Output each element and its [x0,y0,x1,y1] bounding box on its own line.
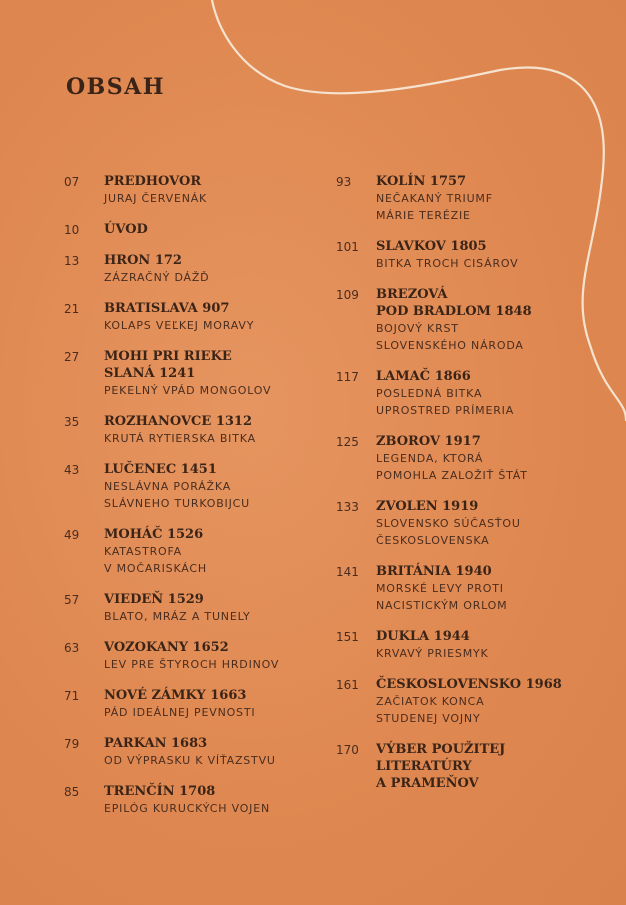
toc-entry-subtitle: KOLAPS VEĽKEJ MORAVY [104,319,255,332]
toc-entry[interactable] [64,639,354,673]
toc-page-number: 170 [336,743,359,757]
toc-entry-title: HRON 172 [104,253,182,268]
toc-entry-title: ZBOROV 1917 [376,434,481,449]
toc-entry-title: ROZHANOVCE 1312 [104,414,253,429]
toc-entry[interactable] [64,413,354,447]
toc-entry-text [104,221,354,238]
toc-page-number: 141 [336,565,359,579]
toc-entry-subtitle: ZÁZRAČNÝ DÁŽĎ [104,271,210,284]
toc-entry-text [376,173,626,224]
toc-entry-title: ÚVOD [104,222,148,237]
toc-entry-subtitle: SLOVENSKO SÚČASŤOU ČESKOSLOVENSKA [376,517,521,547]
toc-entry-title: VÝBER POUŽITEJ LITERATÚRY A PRAMEŇOV [376,742,506,791]
toc-page-number: 10 [64,223,80,237]
toc-entry-title: ČESKOSLOVENSKO 1968 [376,677,562,692]
toc-page-number: 151 [336,630,359,644]
toc-entry-subtitle: NEČAKANÝ TRIUMF MÁRIE TERÉZIE [376,192,493,222]
toc-entry[interactable] [336,628,626,662]
toc-entry[interactable] [336,741,626,792]
toc-entry[interactable] [64,252,354,286]
toc-entry-title: BREZOVÁ POD BRADLOM 1848 [376,287,532,319]
toc-page-number: 133 [336,500,359,514]
toc-entry[interactable] [64,461,354,512]
toc-entry-text [376,498,626,549]
toc-page-number: 101 [336,240,359,254]
toc-entry-subtitle: PEKELNÝ VPÁD MONGOLOV [104,384,272,397]
toc-entry-text [376,433,626,484]
toc-page-number: 63 [64,641,80,655]
toc-entry[interactable] [64,300,354,334]
toc-entry[interactable] [64,173,354,207]
toc-entry[interactable] [336,173,626,224]
toc-entry-text [104,639,354,673]
toc-entry-subtitle: BLATO, MRÁZ A TUNELY [104,610,251,623]
toc-page-number: 117 [336,370,359,384]
toc-entry-text [104,687,354,721]
toc-entry-subtitle: NESLÁVNA PORÁŽKA SLÁVNEHO TURKOBIJCU [104,480,250,510]
toc-entry[interactable] [336,238,626,272]
toc-entry-title: ZVOLEN 1919 [376,499,479,514]
toc-page-number: 35 [64,415,80,429]
toc-entry-text [376,563,626,614]
toc-page-number: 109 [336,288,359,302]
toc-entry-title: SLAVKOV 1805 [376,239,487,254]
toc-page-number: 27 [64,350,80,364]
toc-entry-text [104,252,354,286]
toc-entry-subtitle: EPILÓG KURUCKÝCH VOJEN [104,802,270,815]
toc-entry-title: BRATISLAVA 907 [104,301,230,316]
toc-page-number: 13 [64,254,80,268]
toc-entry-title: LAMAČ 1866 [376,369,471,384]
toc-entry-title: BRITÁNIA 1940 [376,564,492,579]
toc-entry-subtitle: OD VÝPRASKU K VÍŤAZSTVU [104,754,276,767]
toc-page-number: 07 [64,175,80,189]
toc-entry[interactable] [64,735,354,769]
toc-entry-title: LUČENEC 1451 [104,462,217,477]
toc-entry[interactable] [64,783,354,817]
toc-entry-text [104,413,354,447]
toc-entry-title: KOLÍN 1757 [376,174,467,189]
toc-entry[interactable] [64,687,354,721]
toc-entry-title: DUKLA 1944 [376,629,470,644]
toc-page-number: 21 [64,302,80,316]
toc-entry-text [376,628,626,662]
toc-entry[interactable] [64,348,354,399]
toc-entry-subtitle: POSLEDNÁ BITKA UPROSTRED PRÍMERIA [376,387,515,417]
toc-entry-text [104,173,354,207]
toc-page-number: 49 [64,528,80,542]
toc-entry-text [376,368,626,419]
toc-entry-subtitle: BOJOVÝ KRST SLOVENSKÉHO NÁRODA [376,322,524,352]
toc-page-number: 79 [64,737,80,751]
toc-entry[interactable] [336,676,626,727]
toc-right-column [336,173,626,806]
toc-entry-text [376,238,626,272]
toc-entry-title: MOHI PRI RIEKE SLANÁ 1241 [104,349,232,381]
toc-page-number: 57 [64,593,80,607]
toc-entry-subtitle: LEV PRE ŠTYROCH HRDINOV [104,658,280,671]
toc-entry-subtitle: ZAČIATOK KONCA STUDENEJ VOJNY [376,695,485,725]
toc-entry[interactable] [336,498,626,549]
toc-entry[interactable] [64,526,354,577]
toc-entry-subtitle: PÁD IDEÁLNEJ PEVNOSTI [104,706,256,719]
toc-entry-text [104,300,354,334]
toc-entry-subtitle: MORSKÉ LEVY PROTI NACISTICKÝM ORLOM [376,582,508,612]
toc-page-number: 161 [336,678,359,692]
toc-entry-title: NOVÉ ZÁMKY 1663 [104,688,247,703]
toc-entry-subtitle: KRVAVÝ PRIESMYK [376,647,489,660]
toc-entry-title: VOZOKANY 1652 [104,640,229,655]
toc-page-number: 125 [336,435,359,449]
toc-entry-text [104,461,354,512]
toc-entry-text [104,526,354,577]
toc-entry-text [376,286,626,354]
toc-entry[interactable] [64,591,354,625]
toc-entry[interactable] [336,433,626,484]
toc-entry-subtitle: LEGENDA, KTORÁ POMOHLA ZALOŽIŤ ŠTÁT [376,452,528,482]
toc-entry-text [104,783,354,817]
toc-entry-subtitle: KRUTÁ RYTIERSKA BITKA [104,432,256,445]
toc-entry-text [104,735,354,769]
toc-entry[interactable] [336,368,626,419]
toc-entry-subtitle: KATASTROFA V MOČARISKÁCH [104,545,207,575]
toc-entry-subtitle: BITKA TROCH CISÁROV [376,257,519,270]
toc-entry-text [104,591,354,625]
toc-page-number: 85 [64,785,80,799]
page-title: OBSAH [66,74,166,100]
toc-entry-title: PREDHOVOR [104,174,202,189]
toc-page-number: 71 [64,689,80,703]
toc-page-number: 93 [336,175,352,189]
toc-entry-text [376,676,626,727]
toc-entry-text [104,348,354,399]
toc-entry[interactable] [64,221,354,238]
toc-entry[interactable] [336,563,626,614]
toc-entry-title: PARKAN 1683 [104,736,208,751]
toc-left-column [64,173,354,831]
toc-entry[interactable] [336,286,626,354]
toc-entry-title: MOHÁČ 1526 [104,527,204,542]
toc-entry-title: TRENČÍN 1708 [104,784,216,799]
toc-entry-subtitle: JURAJ ČERVENÁK [104,192,208,205]
toc-page-number: 43 [64,463,80,477]
toc-entry-title: VIEDEŇ 1529 [104,592,204,607]
toc-entry-text [376,741,626,792]
